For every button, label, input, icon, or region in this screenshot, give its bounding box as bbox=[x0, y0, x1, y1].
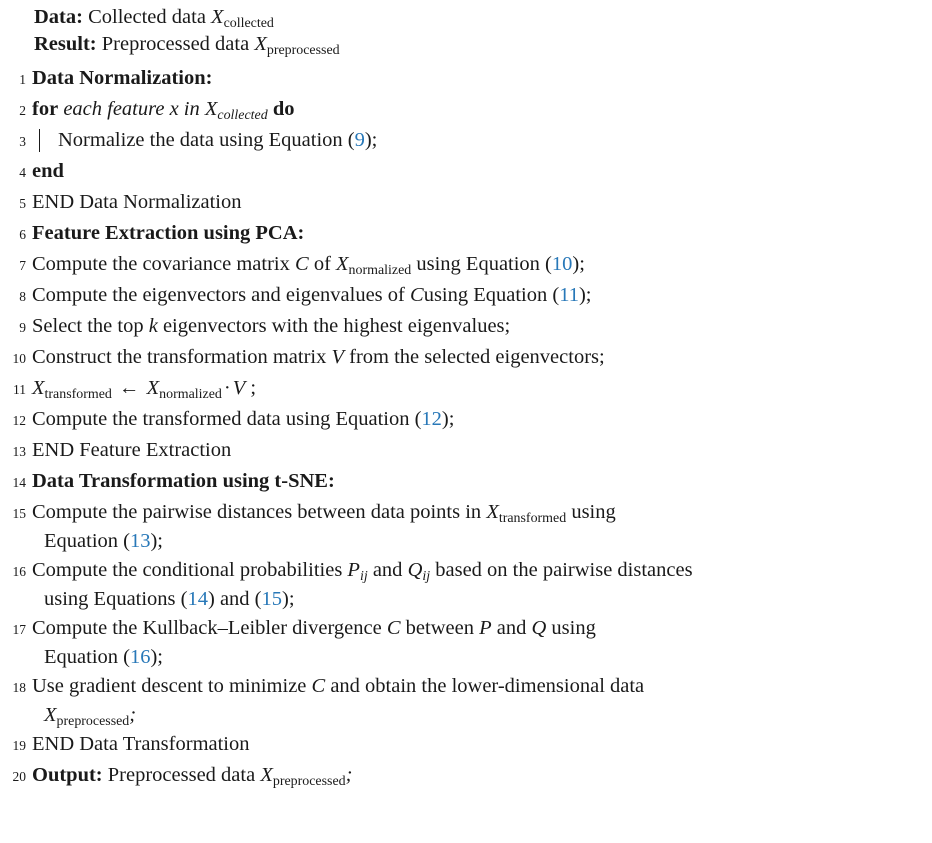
step-text: Compute the pairwise distances between data points in bbox=[32, 501, 482, 523]
section-heading-text: Feature Extraction using PCA: bbox=[32, 222, 305, 244]
math-variable-q-ij: $Q_{ij}$ bbox=[407, 559, 431, 585]
multiplication-dot: · bbox=[223, 377, 231, 399]
line-number: 18 bbox=[12, 680, 26, 695]
step-text-post: using bbox=[551, 617, 596, 639]
step-continuation bbox=[32, 585, 932, 614]
step-tail: ); bbox=[441, 408, 455, 430]
section-heading-text: Data Transformation using t-SNE: bbox=[32, 470, 335, 492]
line-content bbox=[32, 374, 932, 403]
line-number: 8 bbox=[19, 289, 26, 304]
line-number: 5 bbox=[19, 196, 26, 211]
data-variable: $X_{collected}$ bbox=[211, 6, 274, 32]
line-content bbox=[32, 188, 932, 217]
loop-condition: each feature x in bbox=[63, 98, 200, 120]
section-heading-text: Data Normalization: bbox=[32, 67, 213, 89]
algorithm-step bbox=[0, 157, 932, 188]
algorithm-step bbox=[0, 614, 932, 672]
step-text-post: based on the pairwise distances bbox=[435, 559, 693, 581]
step-tail: ); bbox=[150, 646, 163, 668]
step-tail: ; bbox=[250, 377, 257, 399]
step-continuation bbox=[32, 643, 932, 672]
step-continuation bbox=[32, 701, 932, 730]
equation-reference: 12 bbox=[421, 408, 442, 430]
step-text: Use gradient descent to minimize bbox=[32, 675, 307, 697]
step-text-post: using Equation ( bbox=[423, 284, 560, 306]
math-variable-x-preprocessed: $X_{preprocessed}$ bbox=[44, 704, 130, 730]
line-number: 2 bbox=[19, 103, 26, 118]
indent-guide-bar bbox=[39, 129, 40, 152]
line-number: 17 bbox=[12, 622, 26, 637]
step-text: Compute the transformed data using Equation ( bbox=[32, 408, 422, 430]
math-rhs-x-normalized: $X_{normalized}$ bbox=[146, 377, 222, 403]
line-number: 12 bbox=[12, 413, 26, 428]
line-content bbox=[32, 614, 932, 672]
continuation-text: Equation ( bbox=[44, 530, 130, 552]
step-text-post: and obtain the lower-dimensional data bbox=[330, 675, 645, 697]
assignment-arrow: ← bbox=[119, 377, 140, 399]
line-content bbox=[32, 436, 932, 465]
step-tail: ); bbox=[282, 588, 295, 610]
line-number: 6 bbox=[19, 227, 26, 242]
math-variable-v: V bbox=[331, 346, 344, 368]
line-content bbox=[32, 250, 932, 279]
line-content-nested bbox=[32, 126, 932, 155]
algorithm-step bbox=[0, 312, 932, 343]
line-number: 3 bbox=[19, 134, 26, 149]
math-variable-c: C bbox=[410, 284, 424, 306]
continuation-text-mid: ) and ( bbox=[208, 588, 262, 610]
step-text: Compute the covariance matrix bbox=[32, 253, 290, 275]
algorithm-step bbox=[0, 343, 932, 374]
algorithm-step bbox=[0, 281, 932, 312]
algorithm-step bbox=[0, 126, 932, 157]
step-text-mid: and bbox=[372, 559, 403, 581]
line-number: 7 bbox=[19, 258, 26, 273]
step-continuation bbox=[32, 527, 932, 556]
data-label: Data: bbox=[34, 6, 83, 28]
equation-reference: 13 bbox=[129, 530, 151, 552]
step-text-post: eigenvectors with the highest eigenvalues; bbox=[162, 315, 511, 337]
line-content bbox=[32, 556, 932, 614]
step-text-mid2: and bbox=[496, 617, 527, 639]
algorithm-step bbox=[0, 374, 932, 405]
keyword-end: end bbox=[32, 160, 64, 182]
equation-reference: 14 bbox=[187, 588, 208, 610]
algorithm-step bbox=[0, 95, 932, 126]
keyword-for: for bbox=[32, 98, 59, 120]
algorithm-step bbox=[0, 672, 932, 730]
data-description: Collected data bbox=[88, 6, 206, 28]
line-number: 4 bbox=[19, 165, 26, 180]
step-tail: ); bbox=[578, 284, 592, 306]
line-content bbox=[32, 219, 932, 248]
line-number: 15 bbox=[12, 506, 26, 521]
algorithm-step bbox=[0, 219, 932, 250]
math-variable-q: Q bbox=[531, 617, 547, 639]
result-variable: $X_{preprocessed}$ bbox=[254, 33, 340, 59]
loop-variable: $X_{collected}$ bbox=[204, 98, 268, 124]
algorithm-step bbox=[0, 64, 932, 95]
line-number: 11 bbox=[13, 382, 26, 397]
line-content bbox=[32, 281, 932, 310]
line-number: 1 bbox=[19, 72, 26, 87]
line-number: 14 bbox=[12, 475, 26, 490]
line-content bbox=[32, 405, 932, 434]
math-lhs-x-transformed: $X_{transformed}$ bbox=[32, 377, 112, 403]
algorithm-step bbox=[0, 467, 932, 498]
step-text: Normalize the data using Equation ( bbox=[58, 129, 355, 151]
step-tail: ); bbox=[150, 530, 163, 552]
math-variable-x-normalized: $X_{normalized}$ bbox=[336, 253, 412, 279]
algorithm-step bbox=[0, 730, 932, 761]
step-text: Construct the transformation matrix bbox=[32, 346, 327, 368]
math-variable-k: k bbox=[148, 315, 158, 337]
step-text: END Data Normalization bbox=[32, 191, 242, 213]
continuation-text: using Equations ( bbox=[44, 588, 188, 610]
line-content bbox=[32, 498, 932, 556]
header-data-line bbox=[34, 4, 932, 31]
algorithm-step bbox=[0, 761, 932, 792]
math-variable-p: P bbox=[479, 617, 492, 639]
step-text: END Feature Extraction bbox=[32, 439, 232, 461]
step-text: Compute the eigenvectors and eigenvalues of bbox=[32, 284, 405, 306]
line-number: 10 bbox=[12, 351, 26, 366]
equation-reference: 16 bbox=[129, 646, 151, 668]
step-tail: ); bbox=[572, 253, 585, 275]
algorithm-steps bbox=[0, 64, 932, 792]
math-variable-c: C bbox=[386, 617, 401, 639]
algorithm-header bbox=[0, 0, 932, 64]
algorithm-step bbox=[0, 556, 932, 614]
step-text: Select the top bbox=[32, 315, 144, 337]
line-content bbox=[32, 312, 932, 341]
step-text-post: from the selected eigenvectors; bbox=[349, 346, 605, 368]
keyword-do: do bbox=[272, 98, 295, 120]
line-number: 19 bbox=[12, 738, 26, 753]
math-variable-v: V bbox=[232, 377, 246, 399]
equation-reference: 11 bbox=[559, 284, 579, 306]
line-number: 9 bbox=[19, 320, 26, 335]
continuation-text: Equation ( bbox=[44, 646, 130, 668]
math-variable-c: C bbox=[295, 253, 309, 275]
line-content bbox=[32, 343, 932, 372]
algorithm-step bbox=[0, 405, 932, 436]
step-text-post: using Equation ( bbox=[416, 253, 552, 275]
step-tail: ); bbox=[364, 129, 378, 151]
step-tail: ; bbox=[129, 704, 137, 726]
step-text-post: using bbox=[571, 501, 616, 523]
line-number: 13 bbox=[12, 444, 26, 459]
line-content bbox=[32, 64, 932, 93]
step-text-mid: between bbox=[405, 617, 474, 639]
header-result-line bbox=[34, 31, 932, 58]
output-label: Output: bbox=[32, 764, 103, 786]
math-variable-x-preprocessed: $X_{preprocessed}$ bbox=[260, 764, 346, 790]
equation-reference: 10 bbox=[551, 253, 573, 275]
line-number: 16 bbox=[12, 564, 26, 579]
math-variable-c: C bbox=[311, 675, 326, 697]
step-tail: ; bbox=[345, 764, 353, 786]
line-content bbox=[32, 467, 932, 496]
math-variable-x-transformed: $X_{transformed}$ bbox=[486, 501, 567, 527]
line-number: 20 bbox=[12, 769, 26, 784]
algorithm-step bbox=[0, 250, 932, 281]
line-content bbox=[32, 157, 932, 186]
algorithm-step bbox=[0, 436, 932, 467]
step-text: END Data Transformation bbox=[32, 733, 250, 755]
equation-reference-second: 15 bbox=[261, 588, 283, 610]
step-text: Compute the Kullback–Leibler divergence bbox=[32, 617, 382, 639]
step-text: Preprocessed data bbox=[107, 764, 256, 786]
step-text-mid: of bbox=[313, 253, 331, 275]
line-content bbox=[32, 672, 932, 730]
algorithm-step bbox=[0, 498, 932, 556]
line-content bbox=[32, 95, 932, 124]
line-content bbox=[32, 730, 932, 759]
algorithm-step bbox=[0, 188, 932, 219]
line-content bbox=[32, 761, 932, 790]
math-variable-p-ij: $P_{ij}$ bbox=[347, 559, 368, 585]
result-description: Preprocessed data bbox=[101, 33, 250, 55]
equation-reference: 9 bbox=[354, 129, 365, 151]
step-text: Compute the conditional probabilities bbox=[32, 559, 343, 581]
result-label: Result: bbox=[34, 33, 97, 55]
